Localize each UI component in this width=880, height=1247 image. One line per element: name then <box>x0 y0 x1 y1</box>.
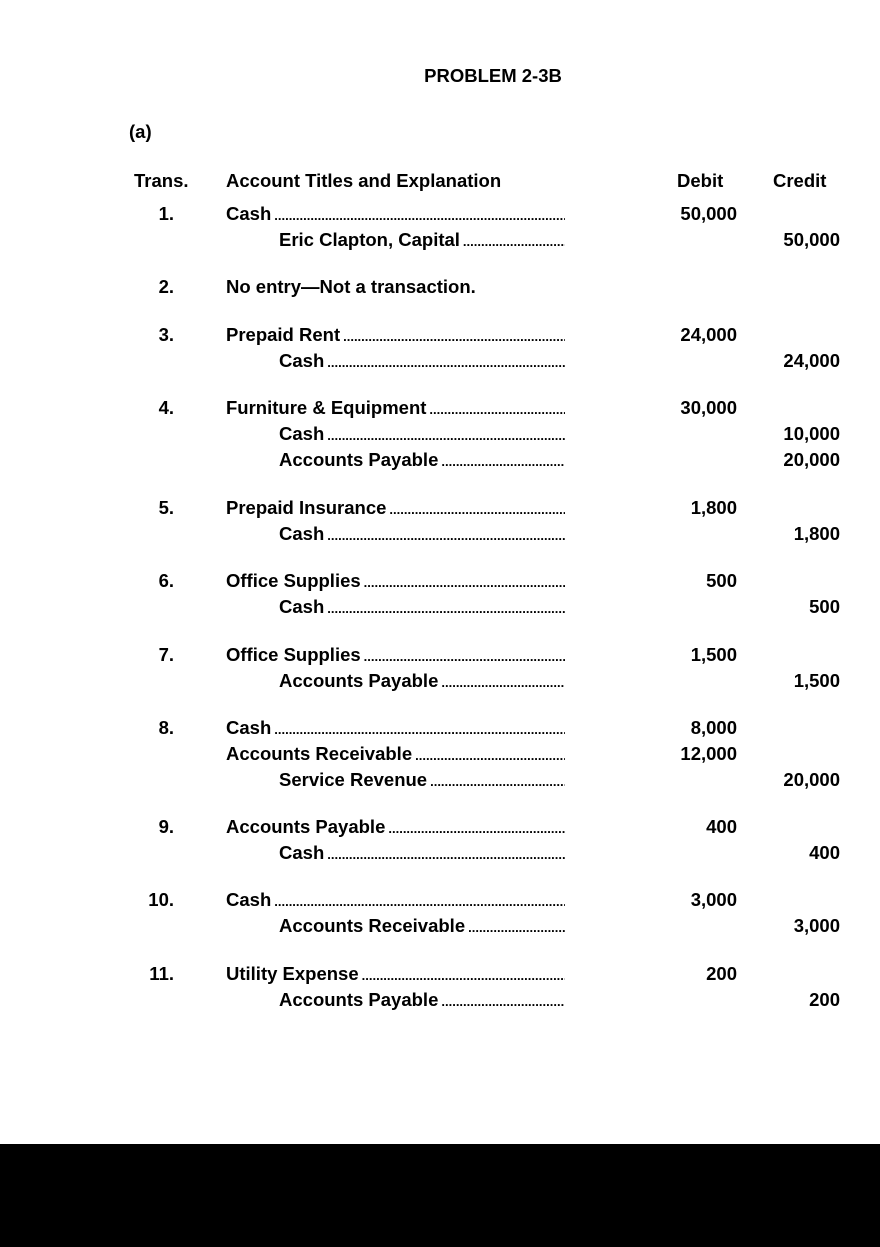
header-credit: Credit <box>773 170 827 191</box>
debit-amount: 3,000 <box>690 889 737 910</box>
dot-leader <box>327 423 565 447</box>
debit-account-line <box>226 717 565 741</box>
dot-leader <box>274 889 565 913</box>
credit-amount: 500 <box>809 596 840 617</box>
account-title: Eric Clapton, Capital <box>279 229 460 250</box>
account-title: Prepaid Rent <box>226 324 341 345</box>
dot-leader <box>364 570 565 594</box>
header-debit: Debit <box>677 170 724 191</box>
credit-account-line <box>279 769 565 793</box>
debit-account-line <box>226 889 565 913</box>
dot-leader <box>327 842 565 866</box>
credit-amount: 1,800 <box>793 523 840 544</box>
credit-account-line <box>279 915 565 939</box>
account-title: Accounts Payable <box>279 989 439 1010</box>
dot-leader <box>415 743 565 767</box>
debit-amount: 500 <box>706 570 737 591</box>
credit-account-line <box>279 229 565 253</box>
credit-amount: 20,000 <box>783 449 840 470</box>
credit-amount: 200 <box>809 989 840 1010</box>
debit-account-line <box>226 963 565 987</box>
dot-leader <box>430 769 565 793</box>
debit-account-line <box>226 816 565 840</box>
dot-leader <box>441 989 565 1013</box>
credit-amount: 1,500 <box>793 670 840 691</box>
dot-leader <box>274 203 565 227</box>
dot-leader <box>388 816 565 840</box>
header-trans: Trans. <box>134 170 189 191</box>
account-title: Office Supplies <box>226 644 361 665</box>
trans-number: 1. <box>158 203 174 224</box>
credit-amount: 20,000 <box>783 769 840 790</box>
account-title: Cash <box>279 423 325 444</box>
debit-amount: 200 <box>706 963 737 984</box>
account-title: Cash <box>226 889 272 910</box>
debit-account-line <box>226 497 565 521</box>
credit-account-line <box>279 989 565 1013</box>
account-title: Office Supplies <box>226 570 361 591</box>
dot-leader <box>274 717 565 741</box>
dot-leader <box>327 350 565 374</box>
trans-number: 6. <box>158 570 174 591</box>
account-title: Furniture & Equipment <box>226 397 427 418</box>
dot-leader <box>327 596 565 620</box>
credit-account-line <box>279 842 565 866</box>
credit-account-line <box>279 423 565 447</box>
debit-amount: 1,800 <box>690 497 737 518</box>
account-title: Cash <box>279 596 325 617</box>
header-account: Account Titles and Explanation <box>226 170 502 191</box>
credit-amount: 400 <box>809 842 840 863</box>
debit-account-line <box>226 743 565 767</box>
trans-number: 4. <box>158 397 174 418</box>
account-title: Accounts Receivable <box>279 915 466 936</box>
dot-leader <box>468 915 565 939</box>
account-title: Service Revenue <box>279 769 428 790</box>
trans-number: 9. <box>158 816 174 837</box>
account-title: Cash <box>279 350 325 371</box>
debit-account-line <box>226 644 565 668</box>
debit-account-line <box>226 570 565 594</box>
credit-account-line <box>279 523 565 547</box>
dot-leader <box>364 644 565 668</box>
dot-leader <box>362 963 565 987</box>
dot-leader <box>389 497 565 521</box>
credit-amount: 3,000 <box>793 915 840 936</box>
account-title: No entry—Not a transaction. <box>226 276 476 297</box>
account-title: Prepaid Insurance <box>226 497 387 518</box>
account-title: Accounts Payable <box>279 449 439 470</box>
trans-number: 2. <box>158 276 174 297</box>
dot-leader <box>441 449 565 473</box>
debit-account-line <box>226 276 726 298</box>
credit-account-line <box>279 449 565 473</box>
debit-account-line <box>226 203 565 227</box>
footer-black-band <box>0 1144 880 1247</box>
credit-account-line <box>279 670 565 694</box>
part-label: (a) <box>129 121 152 142</box>
account-title: Cash <box>226 717 272 738</box>
debit-amount: 12,000 <box>680 743 737 764</box>
account-title: Cash <box>279 523 325 544</box>
dot-leader <box>441 670 565 694</box>
debit-amount: 50,000 <box>680 203 737 224</box>
credit-amount: 10,000 <box>783 423 840 444</box>
debit-account-line <box>226 324 565 348</box>
credit-amount: 24,000 <box>783 350 840 371</box>
debit-amount: 24,000 <box>680 324 737 345</box>
trans-number: 7. <box>158 644 174 665</box>
account-title: Accounts Receivable <box>226 743 413 764</box>
dot-leader <box>327 523 565 547</box>
debit-amount: 1,500 <box>690 644 737 665</box>
dot-leader <box>429 397 565 421</box>
account-title: Accounts Payable <box>226 816 386 837</box>
dot-leader <box>343 324 565 348</box>
account-title: Cash <box>279 842 325 863</box>
account-title: Utility Expense <box>226 963 359 984</box>
trans-number: 11. <box>149 963 174 984</box>
debit-amount: 30,000 <box>680 397 737 418</box>
credit-account-line <box>279 596 565 620</box>
account-title: Accounts Payable <box>279 670 439 691</box>
trans-number: 3. <box>158 324 174 345</box>
debit-amount: 8,000 <box>690 717 737 738</box>
debit-amount: 400 <box>706 816 737 837</box>
trans-number: 10. <box>148 889 174 910</box>
trans-number: 8. <box>158 717 174 738</box>
debit-account-line <box>226 397 565 421</box>
credit-amount: 50,000 <box>783 229 840 250</box>
credit-account-line <box>279 350 565 374</box>
dot-leader <box>463 229 565 253</box>
page-title: PROBLEM 2-3B <box>424 65 562 86</box>
trans-number: 5. <box>158 497 174 518</box>
account-title: Cash <box>226 203 272 224</box>
